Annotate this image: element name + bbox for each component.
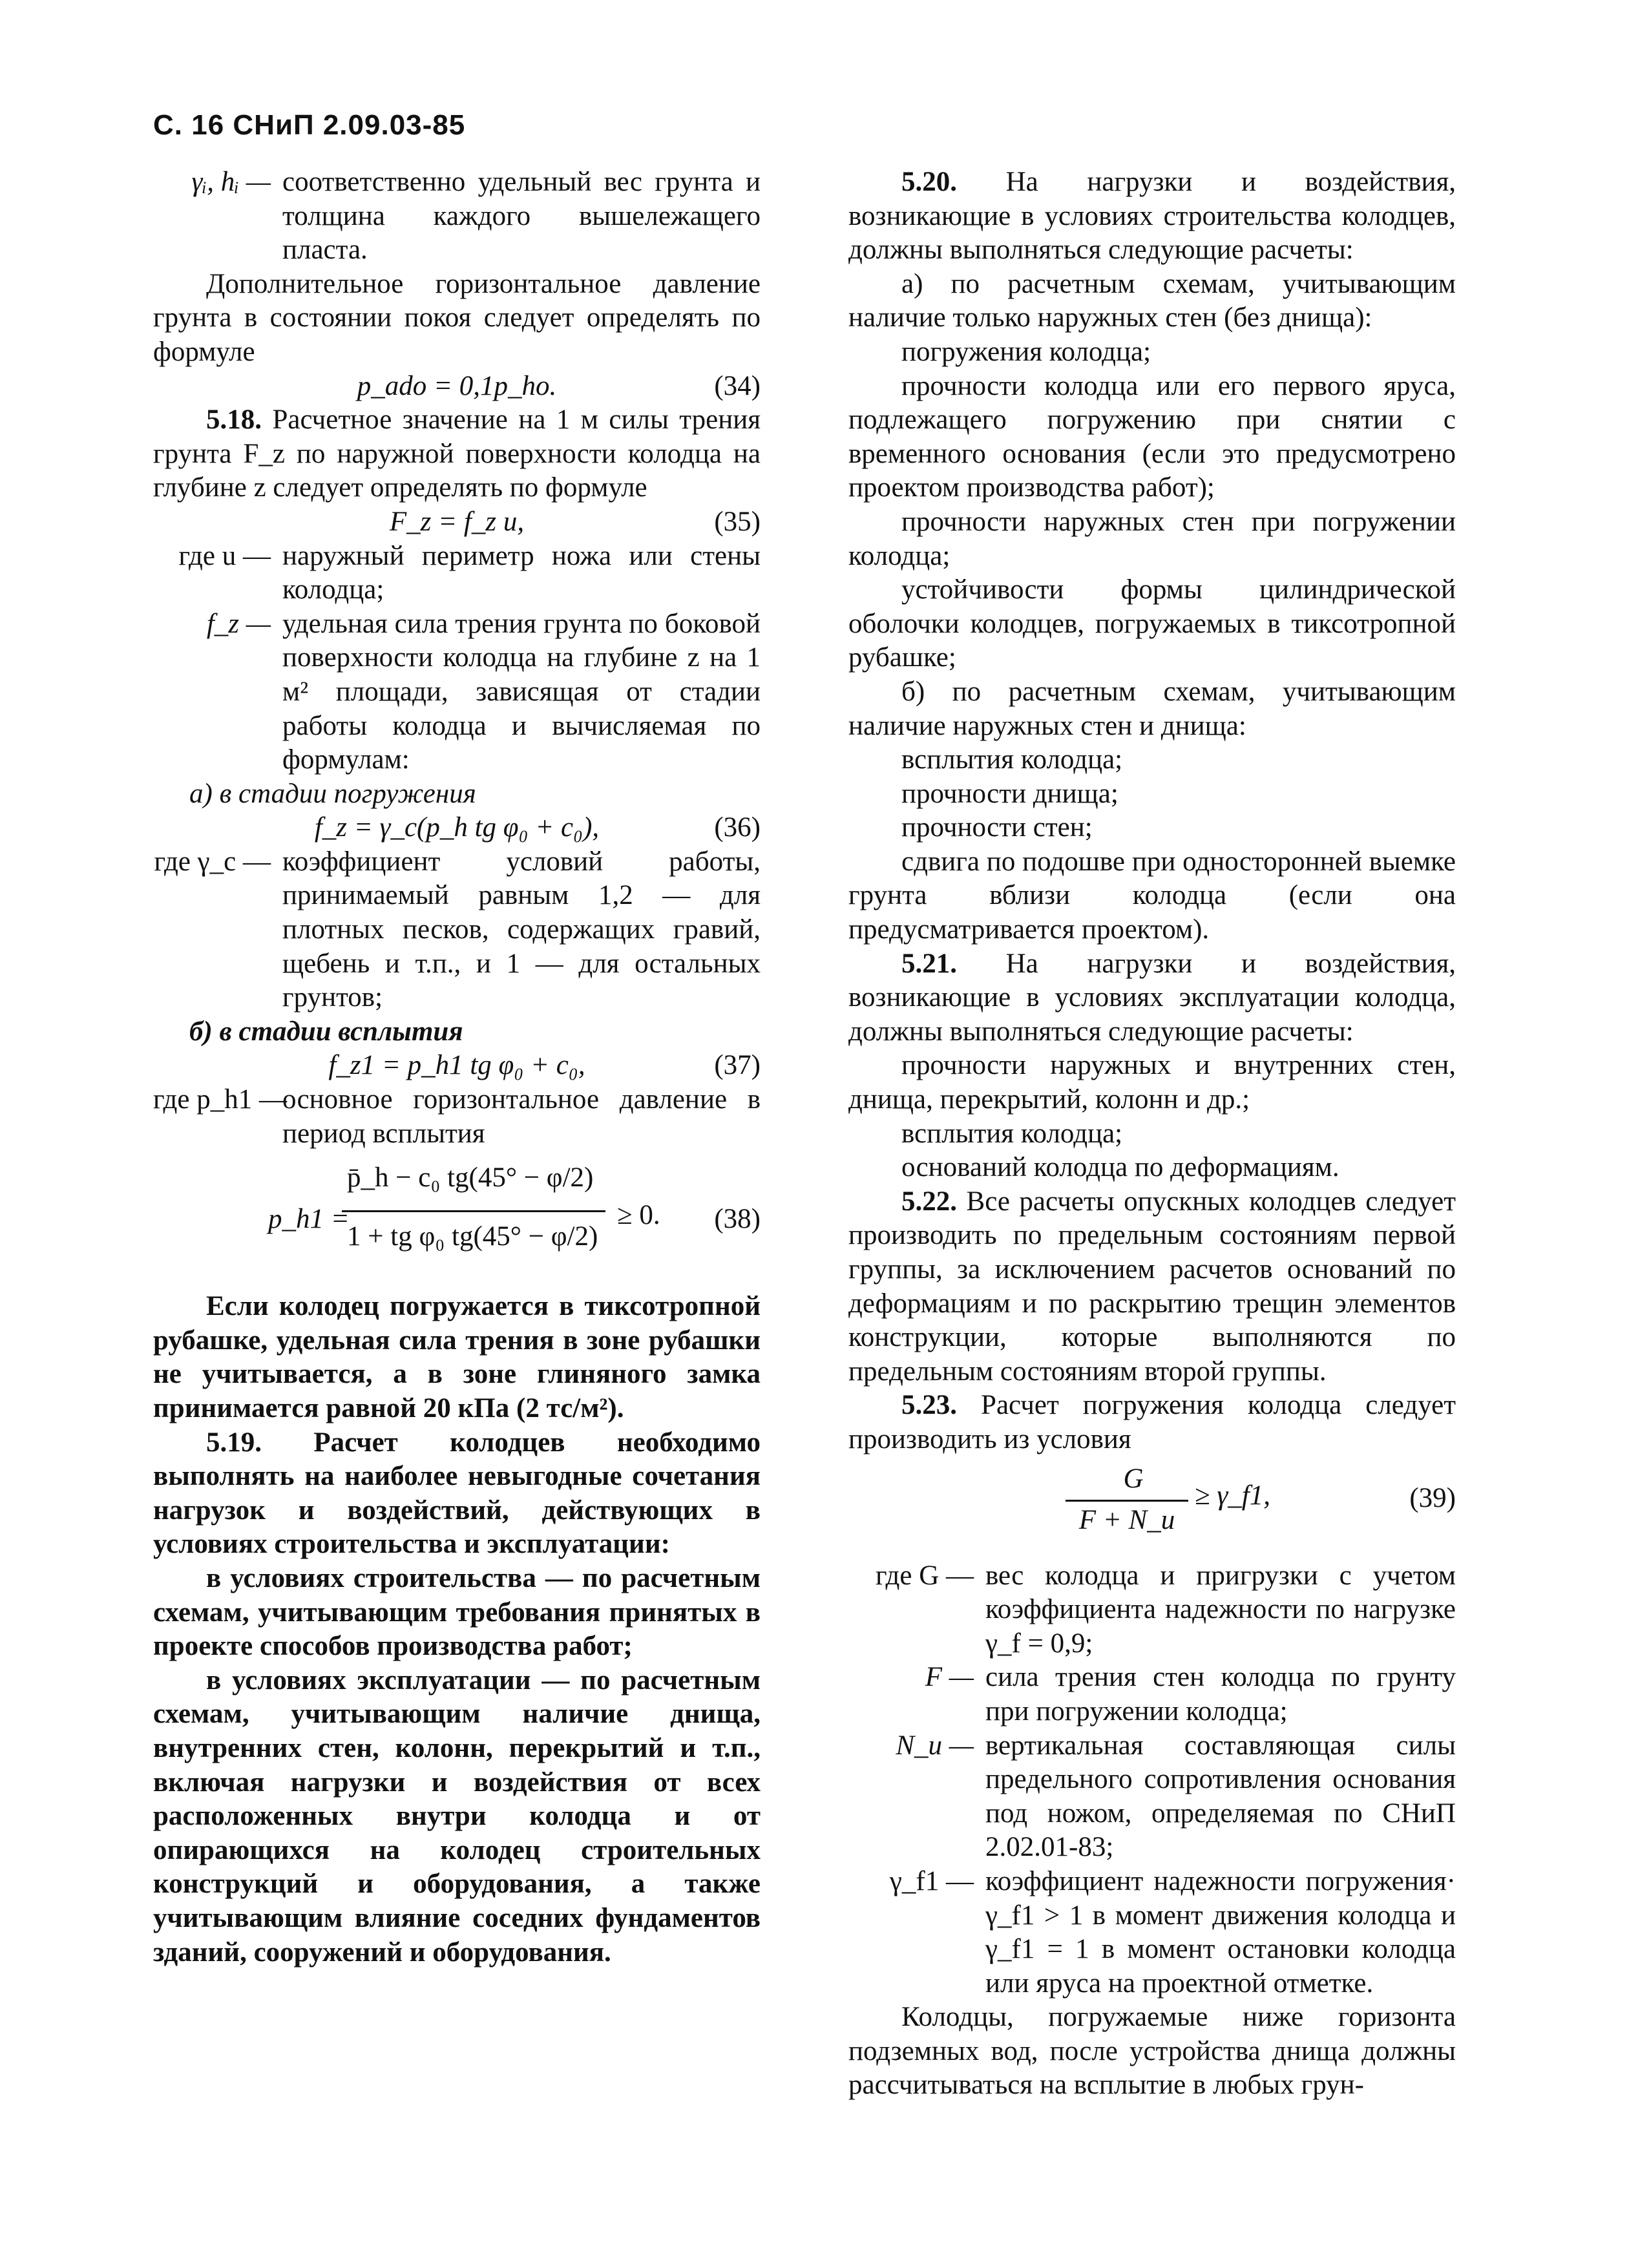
definition-term: F —	[925, 1662, 974, 1693]
equation-number: (36)	[714, 812, 761, 843]
equation-number: (35)	[714, 506, 761, 537]
list-item: всплытия колодца;	[901, 744, 1123, 775]
section-5-19	[153, 1426, 761, 1562]
equation-number: (38)	[714, 1204, 761, 1235]
equation-denominator: 1 + tg φ₀ tg(45° − φ/2)	[347, 1221, 598, 1252]
definition-text: вертикальная составляющая силы предельного сопротивления основания под ножом, определяемая по СНиП 2.02.01-83;	[985, 1730, 1456, 1863]
equation-number: (37)	[714, 1050, 761, 1081]
equation-denominator: F + N_u	[1078, 1504, 1175, 1535]
equation-36	[153, 811, 761, 845]
definition-u	[153, 540, 761, 607]
list-item: сдвига по подошве при односторонней выемке грунта вблизи колодца (если она предусматривается проектом).	[848, 846, 1456, 945]
paragraph-pado-intro: Дополнительное горизонтальное давление грунта в состоянии покоя следует определять по формуле	[153, 268, 761, 367]
list-item: прочности наружных стен при погружении колодца;	[848, 506, 1456, 571]
list-item: прочности стен;	[901, 812, 1093, 843]
definition-gamma-f1	[848, 1865, 1456, 2000]
definition-text: коэффициент условий работы, принимаемый равным 1,2 — для плотных песков, содержащих гравий, щебень и т.п., и 1 — для остальных грунтов;	[282, 846, 761, 1013]
definition-term: f_z —	[206, 608, 271, 639]
definition-term: γ_f1 —	[889, 1865, 974, 1896]
list-item-a: а) по расчетным схемам, учитывающим наличие только наружных стен (без днища):	[848, 268, 1456, 333]
section-number: 5.22.	[901, 1186, 957, 1217]
definition-term: где γ_c —	[154, 846, 271, 877]
stage-a-heading: а) в стадии погружения	[189, 778, 476, 809]
fraction-bar	[342, 1210, 605, 1212]
equation-formula: f_z1 = p_h1 tg φ₀ + c₀,	[328, 1050, 585, 1081]
right-column	[848, 165, 1456, 2103]
definition-text: соответственно удельный вес грунта и толщина каждого вышележащего пласта.	[282, 167, 761, 266]
paragraph-thixotropic: Если колодец погружается в тиксотропной рубашке, удельная сила трения в зоне рубашки не учитывается, а в зоне глиняного замка принимается равной 20 кПа (2 тс/м²).	[153, 1291, 761, 1423]
equation-inequality: ≥ γ_f1,	[1195, 1480, 1270, 1511]
list-item: прочности колодца или его первого яруса, подлежащего погружению при снятии с временного основания (если это предусмотрено проектом производства работ);	[848, 370, 1456, 503]
list-item: прочности наружных и внутренних стен, днища, перекрытий, колонн и др.;	[848, 1050, 1456, 1115]
section-text: Все расчеты опускных колодцев следует производить по предельным состояниям первой группы, за исключением расчетов оснований по деформациям и по раскрытию трещин элементов конструкции, которые выполняются по предельным состояниям второй группы.	[848, 1186, 1456, 1387]
definition-Nu	[848, 1729, 1456, 1865]
section-5-20	[848, 165, 1456, 268]
definition-text: сила трения стен колодца по грунту при погружении колодца;	[985, 1662, 1456, 1727]
list-item: погружения колодца;	[901, 336, 1151, 367]
list-item: прочности днища;	[901, 778, 1119, 809]
section-number: 5.18.	[206, 404, 262, 436]
equation-37	[153, 1049, 761, 1083]
definition-fz	[153, 607, 761, 777]
definition-text: вес колодца и пригрузки с учетом коэффициента надежности по нагрузке γ_f = 0,9;	[985, 1560, 1456, 1659]
list-item: устойчивости формы цилиндрической оболочки колодцев, погружаемых в тиксотропной рубашке;	[848, 574, 1456, 673]
equation-formula: f_z = γ_c(p_h tg φ₀ + c₀),	[314, 812, 600, 843]
section-text: На нагрузки и воздействия, возникающие в условиях эксплуатации колодца, должны выполняться следующие расчеты:	[848, 948, 1456, 1047]
section-number: 5.19.	[206, 1427, 262, 1458]
definition-term: где p_h1 —	[153, 1084, 287, 1115]
definition-text: наружный периметр ножа или стены колодца;	[282, 540, 761, 605]
section-number: 5.23.	[901, 1390, 957, 1421]
section-text: Расчетное значение на 1 м силы трения грунта F_z по наружной поверхности колодца на глубине z следует определять по формуле	[153, 404, 761, 503]
equation-34	[153, 370, 761, 404]
left-column	[153, 165, 761, 1969]
equation-formula: p_ado = 0,1p_ho.	[357, 370, 557, 401]
section-number: 5.21.	[901, 948, 957, 979]
definition-term: где G —	[875, 1560, 974, 1591]
running-header: С. 16 СНиП 2.09.03-85	[153, 109, 466, 141]
definition-gamma-h	[153, 165, 761, 268]
equation-numerator: G	[1123, 1463, 1144, 1494]
equation-numerator: p̄_h − c₀ tg(45° − φ/2)	[347, 1162, 594, 1193]
section-5-22	[848, 1185, 1456, 1389]
section-text: Расчет колодцев необходимо выполнять на наиболее невыгодные сочетания нагрузок и воздействий, действующих в условиях строительства и эксплуатации:	[153, 1427, 761, 1560]
section-text: На нагрузки и воздействия, возникающие в условиях строительства колодцев, должны выполняться следующие расчеты:	[848, 167, 1456, 266]
definition-ph1	[153, 1083, 761, 1151]
list-item: оснований колодца по деформациям.	[901, 1152, 1339, 1183]
equation-inequality: ≥ 0.	[617, 1200, 660, 1231]
list-item-b: б) по расчетным схемам, учитывающим наличие наружных стен и днища:	[848, 676, 1456, 741]
fraction-bar	[1066, 1500, 1188, 1502]
equation-formula: F_z = f_z u,	[389, 506, 525, 537]
definition-gamma-c	[153, 845, 761, 1015]
equation-38	[153, 1151, 761, 1290]
equation-number: (34)	[714, 370, 761, 401]
paragraph-exploitation: в условиях эксплуатации — по расчетным схемам, учитывающим наличие днища, внутренних стен, колонн, перекрытий и т.п., включая нагрузки и воздействия от всех расположенных внутри колодца и от опирающихся на колодец строительных конструкций и оборудования, а также учитывающим влияние соседних фундаментов зданий, сооружений и оборудования.	[153, 1664, 761, 1968]
paragraph-construction: в условиях строительства — по расчетным схемам, учитывающим требования принятых в проекте способов производства работ;	[153, 1562, 761, 1662]
equation-39	[848, 1457, 1456, 1559]
definition-F	[848, 1661, 1456, 1728]
section-5-21	[848, 947, 1456, 1049]
stage-b-heading: б) в стадии всплытия	[189, 1016, 463, 1047]
definition-term: γᵢ, hᵢ —	[191, 167, 271, 197]
equation-lhs: p_h1 =	[268, 1204, 350, 1235]
definition-term: N_u —	[896, 1730, 974, 1761]
paragraph-final: Колодцы, погружаемые ниже горизонта подземных вод, после устройства днища должны рассчитываться на всплытие в любых грун-	[848, 2002, 1456, 2101]
section-text: Расчет погружения колодца следует производить из условия	[848, 1390, 1456, 1454]
definition-text: коэффициент надежности погружения· γ_f1 > 1 в момент движения колодца и γ_f1 = 1 в момент остановки колодца или яруса на проектной отметке.	[985, 1865, 1456, 1999]
definition-G	[848, 1559, 1456, 1661]
equation-35	[153, 505, 761, 540]
definition-text: удельная сила трения грунта по боковой поверхности колодца на глубине z на 1 м² площади, зависящая от стадии работы колодца и вычисляемая по формулам:	[282, 608, 761, 775]
definition-term: где u —	[178, 540, 271, 571]
section-5-18	[153, 403, 761, 505]
section-number: 5.20.	[901, 167, 957, 197]
equation-number: (39)	[1409, 1482, 1456, 1513]
list-item: всплытия колодца;	[901, 1118, 1123, 1149]
definition-text: основное горизонтальное давление в период всплытия	[282, 1084, 761, 1149]
section-5-23	[848, 1389, 1456, 1456]
